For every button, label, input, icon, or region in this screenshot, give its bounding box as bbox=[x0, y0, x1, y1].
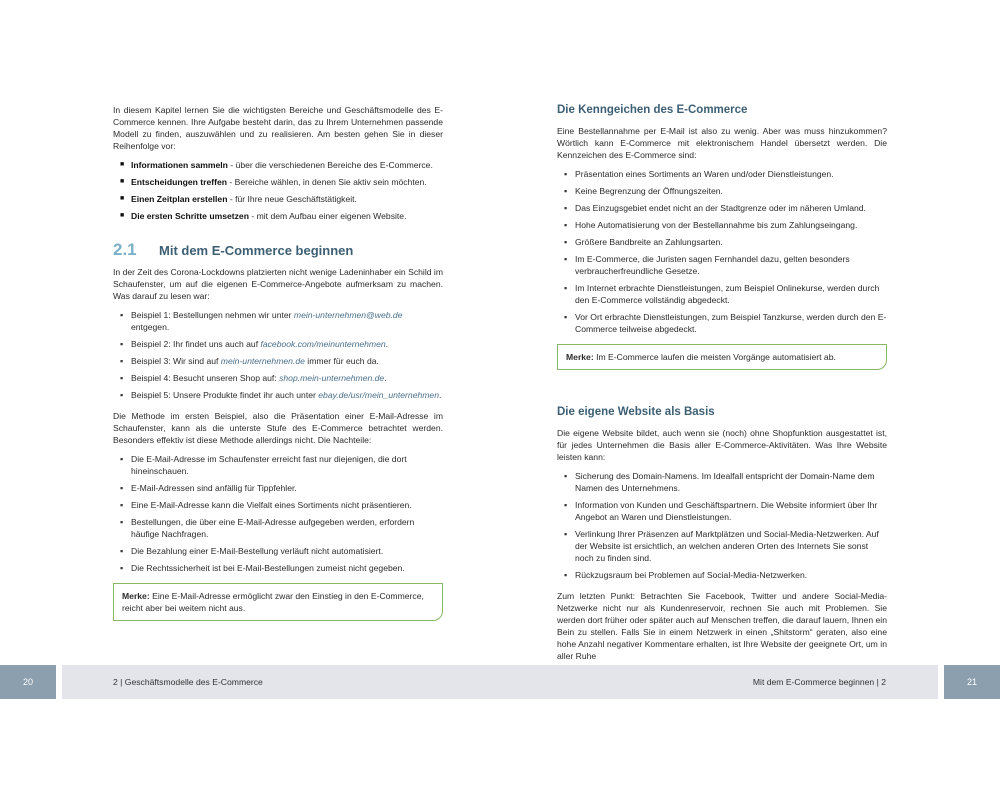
note-box bbox=[113, 583, 443, 621]
example-link[interactable]: shop.mein-unternehmen.de bbox=[279, 373, 385, 383]
list-item: ▪ Im Internet erbrachte Dienstleistungen, zum Beispiel Onlinekurse, werden durch den E-Commerce vollständig abgedeckt. bbox=[557, 282, 887, 306]
list-item: ▪ Vor Ort erbrachte Dienstleistungen, zum Beispiel Tanzkurse, werden durch den E-Commerce teilweise abgedeckt. bbox=[557, 311, 887, 335]
step-title: Einen Zeitplan erstellen bbox=[131, 194, 228, 204]
left-page-number: 20 bbox=[0, 665, 56, 699]
list-item bbox=[113, 193, 443, 205]
note-label: Merke: bbox=[122, 591, 150, 601]
features-list bbox=[557, 168, 887, 335]
list-item bbox=[113, 338, 443, 350]
list-item: ▪ Präsentation eines Sortiments an Waren und/oder Dienstleistungen. bbox=[557, 168, 887, 180]
example-text: . bbox=[385, 339, 389, 349]
list-item: ▪ Sicherung des Domain-Namens. Im Idealfall entspricht der Domain-Name dem Namen des Unternehmens. bbox=[557, 470, 887, 494]
list-item: ▪ Information von Kunden und Geschäftspartnern. Die Website informiert über Ihr Angebot an Waren und Dienstleistungen. bbox=[557, 499, 887, 523]
list-item: ▪ Im E-Commerce, die Juristen sagen Fernhandel dazu, gelten besonders verbraucherfreundliche Gesetze. bbox=[557, 253, 887, 277]
example-link[interactable]: facebook.com/meinunternehmen bbox=[260, 339, 386, 349]
note-label: Merke: bbox=[566, 352, 594, 362]
example-text: entgegen. bbox=[131, 322, 170, 332]
example-text: Beispiel 2: Ihr findet uns auch auf bbox=[131, 339, 261, 349]
list-item: ▪ Verlinkung Ihrer Präsenzen auf Marktplätzen und Social-Media-Netzwerken. Auf der Website ist ersichtlich, an welchen anderen Orten des Internets Sie sonst noch zu finden sind. bbox=[557, 528, 887, 564]
example-text: Beispiel 3: Wir sind auf bbox=[131, 356, 221, 366]
chapter-title: Mit dem E-Commerce beginnen bbox=[159, 243, 354, 258]
list-item bbox=[113, 210, 443, 222]
step-title: Entscheidungen treffen bbox=[131, 177, 227, 187]
right-page-number: 21 bbox=[944, 665, 1000, 699]
website-list bbox=[557, 470, 887, 581]
step-text: - über die verschiedenen Bereiche des E-Commerce. bbox=[227, 160, 433, 170]
paragraph: In der Zeit des Corona-Lockdowns platzierten nicht wenige Ladeninhaber ein Schild im Schaufenster, um auf die eigenen E-Commerce-Angebote aufmerksam zu machen. Was darauf zu lesen war: bbox=[113, 267, 443, 301]
list-item bbox=[113, 176, 443, 188]
list-item: ▪ Eine E-Mail-Adresse kann die Vielfalt eines Sortiments nicht präsentieren. bbox=[113, 499, 443, 511]
paragraph: Die Methode im ersten Beispiel, also die Präsentation einer E-Mail-Adresse im Schaufenster, kann als die unterste Stufe des E-Commerce betrachtet werden. Besonders effektiv ist diese Methode allerdings nicht. Die Nachteile: bbox=[113, 411, 443, 445]
paragraph: Zum letzten Punkt: Betrachten Sie Facebook, Twitter und andere Social-Media-Netzwerke nicht nur als Kundenreservoir, rechnen Sie auch mit Problemen. Sie werden dort früher oder später auch auf Menschen treffen, die darauf lauern, Ihnen ein Bein zu stellen. Falls Sie in einem Netzwerk in einen „Shitstorm“ geraten, also eine hohe Anzahl negativer Kommentare erhalten, ist Ihre Website der geeignete Ort, um in aller Ruhe bbox=[557, 591, 887, 661]
note-text: Im E-Commerce laufen die meisten Vorgänge automatisiert ab. bbox=[593, 352, 836, 362]
list-item: ▪ Die Bezahlung einer E-Mail-Bestellung verläuft nicht automatisiert. bbox=[113, 545, 443, 557]
step-text: - Bereiche wählen, in denen Sie aktiv sein möchten. bbox=[226, 177, 427, 187]
list-item: ▪ Die E-Mail-Adresse im Schaufenster erreicht fast nur diejenigen, die dort hineinschauen. bbox=[113, 453, 443, 477]
steps-list bbox=[113, 159, 443, 222]
example-link[interactable]: mein-unternehmen@web.de bbox=[293, 310, 403, 320]
left-page-column bbox=[113, 104, 443, 621]
chapter-heading bbox=[113, 240, 443, 259]
list-item bbox=[113, 309, 443, 333]
intro-paragraph: In diesem Kapitel lernen Sie die wichtigsten Bereiche und Geschäftsmodelle des E-Commerce kennen. Ihre Aufgabe besteht darin, das zu Ihrem Unternehmen passende Modell zu finden, auszuwählen und zu realisieren. Am besten gehen Sie in dieser Reihenfolge vor: bbox=[113, 105, 443, 151]
example-text: Beispiel 5: Unsere Produkte findet ihr auch unter bbox=[131, 390, 319, 400]
example-text: . bbox=[384, 373, 387, 383]
example-text: Beispiel 1: Bestellungen nehmen wir unter bbox=[131, 310, 294, 320]
example-link[interactable]: ebay.de/usr/mein_unternehmen bbox=[318, 390, 439, 400]
examples-list bbox=[113, 309, 443, 401]
list-item: ▪ E-Mail-Adressen sind anfällig für Tippfehler. bbox=[113, 482, 443, 494]
example-link[interactable]: mein-unternehmen.de bbox=[220, 356, 305, 366]
list-item bbox=[113, 389, 443, 401]
note-box bbox=[557, 344, 887, 370]
left-running-header: 2 | Geschäftsmodelle des E-Commerce bbox=[113, 677, 263, 687]
example-text: Beispiel 4: Besucht unseren Shop auf: bbox=[131, 373, 280, 383]
paragraph: Eine Bestellannahme per E-Mail ist also zu wenig. Aber was muss hinzukommen? Wörtlich kann E-Commerce mit elektronischem Handel übersetzt werden. Die Kennzeichen des E-Commerce sind: bbox=[557, 126, 887, 160]
section-heading: Die Kenngeichen des E-Commerce bbox=[557, 104, 748, 116]
list-item: ▪ Keine Begrenzung der Öffnungszeiten. bbox=[557, 185, 887, 197]
paragraph: Die eigene Website bildet, auch wenn sie (noch) ohne Shopfunktion ausgestattet ist, für jedes Unternehmen die Basis aller E-Commerce-Aktivitäten. Was Ihre Website leisten kann: bbox=[557, 428, 887, 462]
drawbacks-list bbox=[113, 453, 443, 574]
list-item: ▪ Das Einzugsgebiet endet nicht an der Stadtgrenze oder im näheren Umland. bbox=[557, 202, 887, 214]
step-title: Die ersten Schritte umsetzen bbox=[131, 211, 249, 221]
note-text: Eine E-Mail-Adresse ermöglicht zwar den Einstieg in den E-Commerce, reicht aber bei weitem nicht aus. bbox=[122, 591, 424, 613]
list-item bbox=[113, 372, 443, 384]
list-item: ▪ Rückzugsraum bei Problemen auf Social-Media-Netzwerken. bbox=[557, 569, 887, 581]
list-item: ▪ Hohe Automatisierung von der Bestellannahme bis zum Zahlungseingang. bbox=[557, 219, 887, 231]
step-text: - für Ihre neue Geschäftstätigkeit. bbox=[227, 194, 357, 204]
list-item: ▪ Bestellungen, die über eine E-Mail-Adresse aufgegeben werden, erfordern häufige Nachfragen. bbox=[113, 516, 443, 540]
right-running-header: Mit dem E-Commerce beginnen | 2 bbox=[752, 677, 886, 687]
section-heading: Die eigene Website als Basis bbox=[557, 406, 715, 418]
list-item: ▪ Größere Bandbreite an Zahlungsarten. bbox=[557, 236, 887, 248]
list-item: ▪ Die Rechtssicherheit ist bei E-Mail-Bestellungen zumeist nicht gegeben. bbox=[113, 562, 443, 574]
list-item bbox=[113, 355, 443, 367]
step-title: Informationen sammeln bbox=[131, 160, 228, 170]
list-item bbox=[113, 159, 443, 171]
chapter-number: 2.1 bbox=[113, 240, 137, 259]
example-text: . bbox=[438, 390, 442, 400]
step-text: - mit dem Aufbau einer eigenen Website. bbox=[248, 211, 407, 221]
right-page-column bbox=[557, 104, 887, 669]
example-text: immer für euch da. bbox=[304, 356, 379, 366]
